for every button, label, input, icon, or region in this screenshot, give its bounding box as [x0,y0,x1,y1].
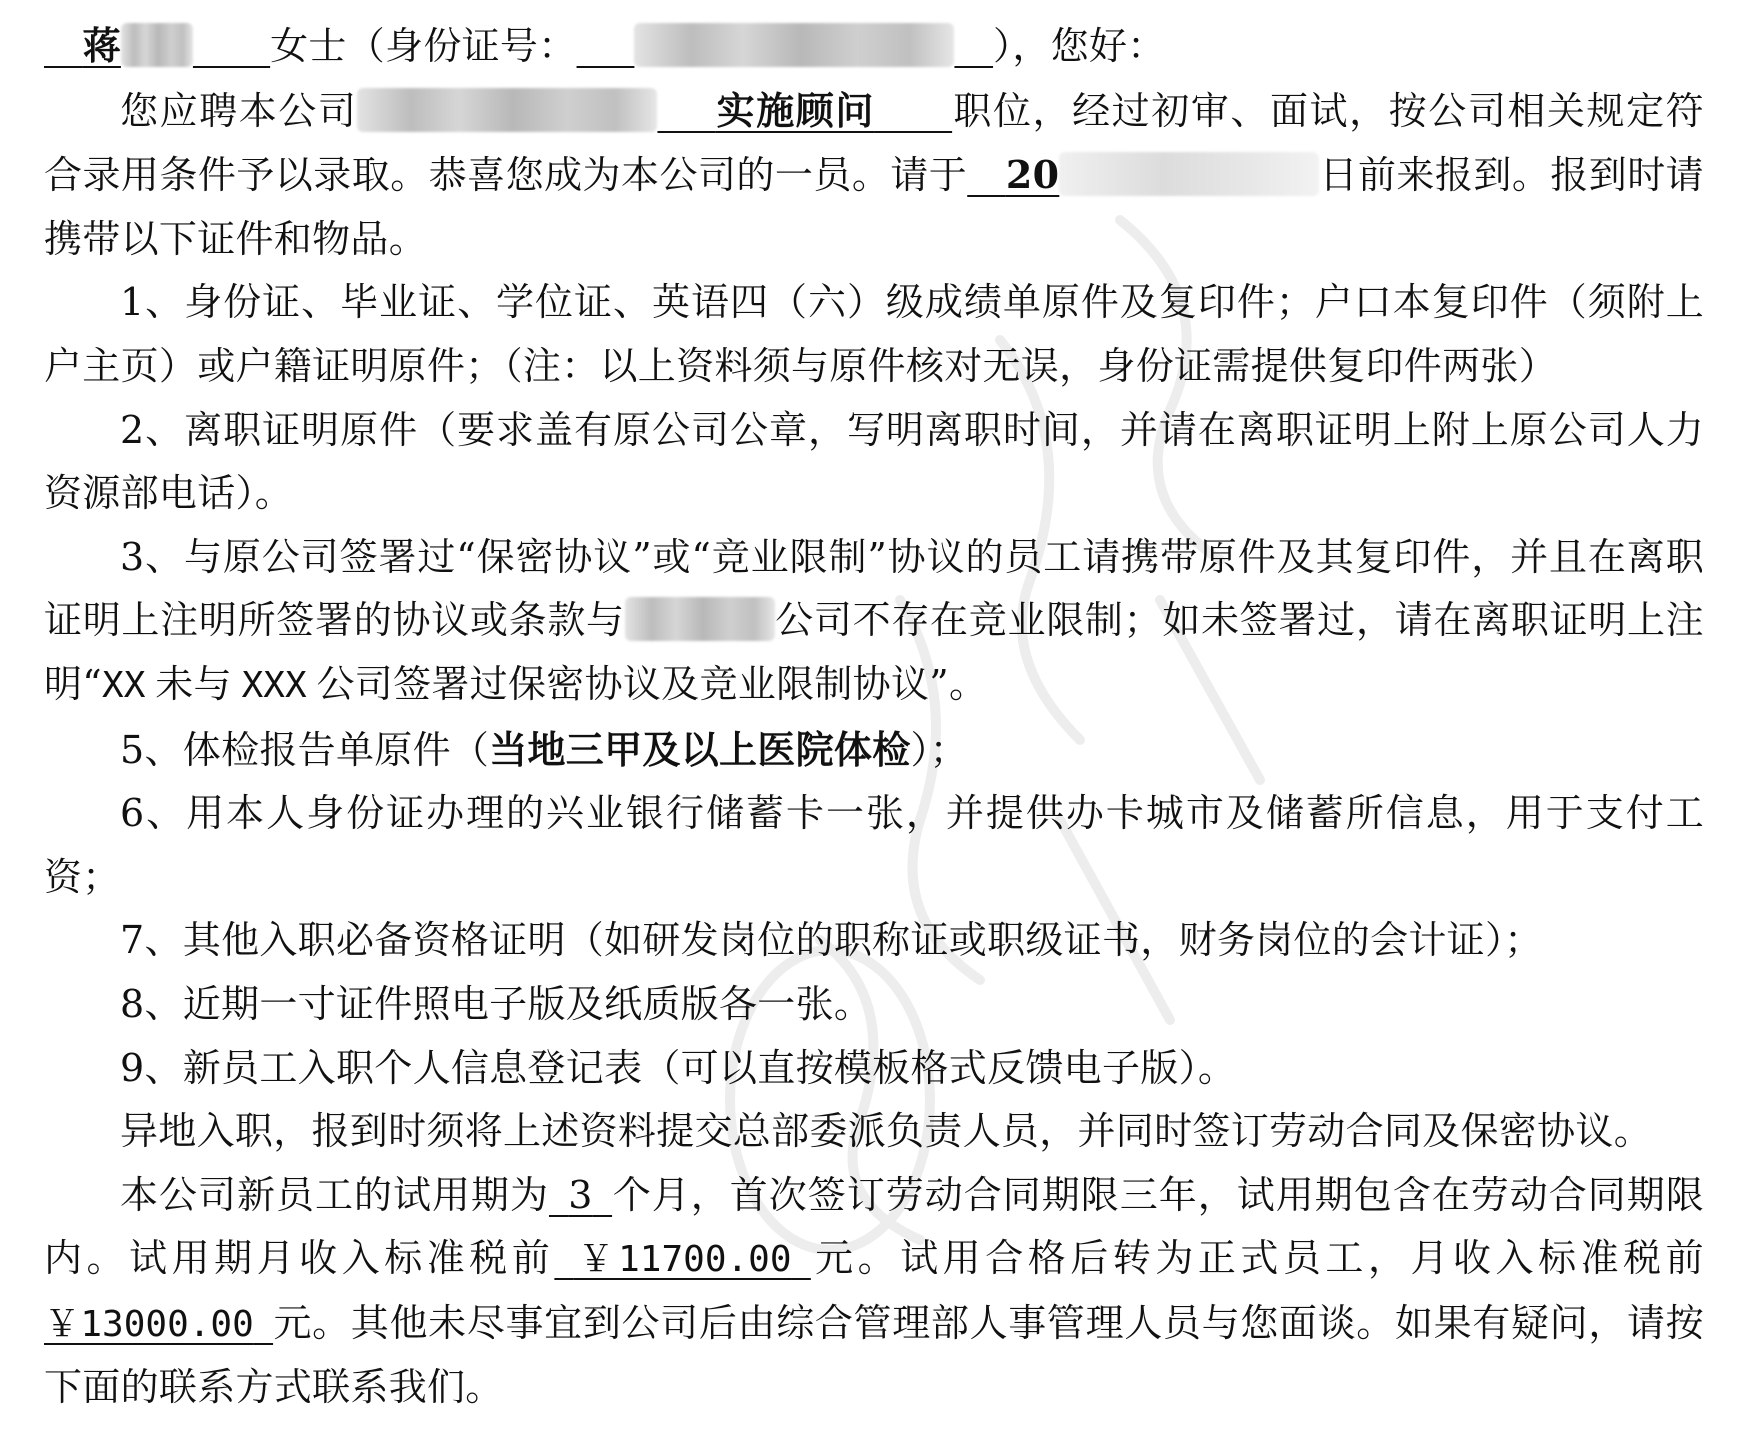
greeting-end: ），您好： [993,24,1166,68]
report-date-field [967,153,1319,197]
probation-months: 3 [568,1172,593,1217]
item-3-text-2: 公司不存在竞业限制；如未签署过，请在离职证明上注明“ [44,598,1704,706]
item-5-text-2: ）； [910,727,969,772]
item-3-text-1: 3、与原公司签署过“保密协议”或“竞业限制”协议的员工请携带原件及其复印件，并且在离职证明上注明所签署的协议或条款与 [44,534,1704,643]
item-7: 7、其他入职必备资格证明（如研发岗位的职称证或职级证书，财务岗位的会计证）； [120,918,1543,963]
position-field [357,89,952,133]
probation-text-4: 。其他未尽事宜到公司后由综合管理部人事管理人员与您面谈。如果有疑问，请按下面的联系方式联系我们。 [44,1300,1704,1410]
probation-months-field [549,1173,612,1217]
probation-text-1: 本公司新员工的试用期为 [120,1172,549,1217]
currency-unit-2: 元 [273,1300,313,1345]
redacted-name [121,23,193,67]
greeting-line [44,14,1704,79]
redacted-department [357,88,657,132]
intro-text-2: 职位，经过初审、面试，按公司相关规定符合录用条件予以录取。恭喜您成为本公司的一员。请于 [44,88,1704,198]
probation-paragraph [44,1164,1704,1420]
redacted-id-number [634,23,954,67]
placeholder-xxx: XXX [241,664,307,706]
probation-text-2: 个月，首次签订劳动合同期限三年，试用期包含在劳动合同期限内。试用期月收入标准税前 [44,1172,1704,1281]
item-3 [44,526,1704,718]
redacted-company-name [625,597,775,641]
item-5-bold-text: 当地三甲及以上医院体检 [489,726,911,772]
formal-salary: ￥13000.00 [44,1303,254,1345]
item-3-text-3: 未与 [155,661,232,706]
intro-text-3: 日前来报到。报到时请携带以下证件和物品。 [44,153,1704,261]
trial-salary: ￥11700.00 [573,1239,792,1281]
item-8: 8、近期一寸证件照电子版及纸质版各一张。 [120,981,873,1026]
item-9: 9、新员工入职个人信息登记表（可以直按模板格式反馈电子版）。 [120,1045,1237,1090]
intro-paragraph [44,79,1704,272]
intro-text-1: 您应聘本公司 [120,88,358,133]
remote-onboarding-paragraph: 异地入职，报到时须将上述资料提交总部委派负责人员，并同时签订劳动合同及保密协议。 [120,1109,1653,1154]
id-number-field [577,24,994,68]
item-2: 2、离职证明原件（要求盖有原公司公章，写明离职时间，并请在离职证明上附上原公司人力资源部电话）。 [44,407,1704,516]
redacted-report-date [1059,152,1319,196]
placeholder-xx: XX [102,664,146,706]
candidate-name: 蒋 [44,23,270,68]
item-1: 1、身份证、毕业证、学位证、英语四（六）级成绩单原件及复印件；户口本复印件（须附上户主页）或户籍证明原件；（注：以上资料须与原件核对无误，身份证需提供复印件两张） [44,280,1704,388]
position-title: 实施顾问 [715,87,875,133]
offer-letter-body [44,14,1704,1420]
item-5 [44,718,1704,783]
item-5-text-1: 5、体检报告单原件（ [120,727,490,772]
item-3-text-4: 公司签署过保密协议及竞业限制协议”。 [316,661,988,706]
currency-unit-1: 元 [810,1236,858,1281]
trial-salary-field [554,1236,810,1280]
probation-text-3: 。试用合格后转为正式员工，月收入标准税前 [857,1236,1704,1281]
item-6: 6、用本人身份证办理的兴业银行储蓄卡一张，并提供办卡城市及储蓄所信息，用于支付工资； [44,791,1704,899]
honorific-label: 女士（身份证号： [270,24,577,68]
report-date-year: 20 [1005,152,1060,198]
formal-salary-field [44,1301,273,1345]
